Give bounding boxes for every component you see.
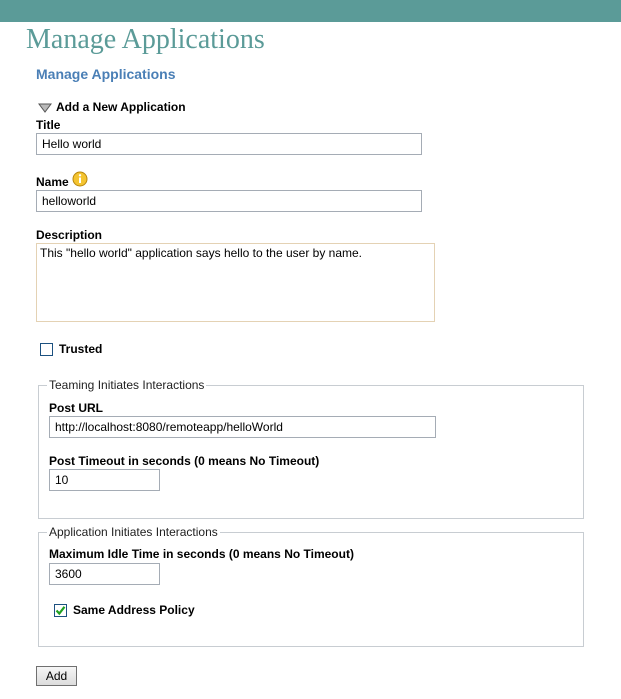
max-idle-label: Maximum Idle Time in seconds (0 means No Timeout) xyxy=(49,547,354,561)
top-banner xyxy=(0,0,621,22)
post-timeout-input[interactable] xyxy=(49,469,160,491)
section-heading: Manage Applications xyxy=(36,66,176,82)
title-input[interactable] xyxy=(36,133,422,155)
same-address-checkbox[interactable] xyxy=(54,604,67,617)
page-title: Manage Applications xyxy=(26,24,265,55)
max-idle-input[interactable] xyxy=(49,563,160,585)
title-label: Title xyxy=(36,118,61,132)
teaming-legend: Teaming Initiates Interactions xyxy=(49,378,205,392)
info-icon[interactable] xyxy=(72,171,88,187)
checkmark-icon xyxy=(55,605,66,616)
add-application-toggle[interactable] xyxy=(38,100,186,114)
name-label: Name xyxy=(36,175,69,189)
add-application-label: Add a New Application xyxy=(56,100,186,114)
description-textarea[interactable] xyxy=(36,243,435,322)
post-timeout-label: Post Timeout in seconds (0 means No Timeout) xyxy=(49,454,320,468)
teaming-interactions-group xyxy=(38,378,584,519)
same-address-label: Same Address Policy xyxy=(73,603,195,617)
description-label: Description xyxy=(36,228,103,242)
application-legend: Application Initiates Interactions xyxy=(49,525,218,539)
post-url-label: Post URL xyxy=(49,401,103,415)
trusted-checkbox-row[interactable] xyxy=(40,342,102,356)
trusted-checkbox[interactable] xyxy=(40,343,53,356)
same-address-checkbox-row[interactable] xyxy=(54,603,195,617)
trusted-label: Trusted xyxy=(59,342,103,356)
post-url-input[interactable] xyxy=(49,416,436,438)
triangle-down-icon xyxy=(38,102,52,112)
add-button[interactable]: Add xyxy=(36,666,77,686)
name-input[interactable] xyxy=(36,190,422,212)
